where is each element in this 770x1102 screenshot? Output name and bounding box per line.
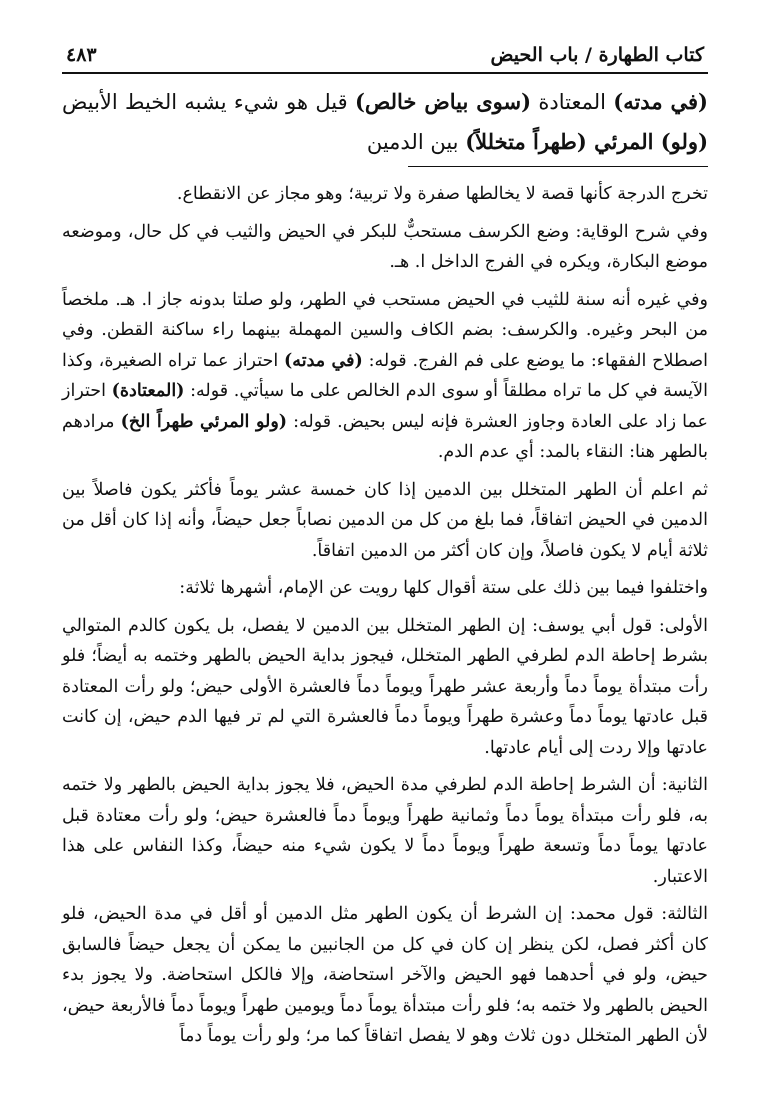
matn-bold: (في مدته)	[613, 89, 708, 114]
paragraph: الأولى: قول أبي يوسف: إن الطهر المتخلل بين الدمين لا يفصل، بل يكون كالدم المتوالي بشرط إحاطة الدم لطرفي الطهر المتخلل، فيجوز بداية الحيض بالطهر وختمه به أيضاً؛ فلو رأت مبتدأة يوماً دماً وأربعة عشر طهراً ويوماً دماً فالعشرة الأولى حيض؛ ولو رأت المعتادة قبل عادتها يوماً دماً وعشرة طهراً ويوماً دماً فالعشرة التي لم تر فيها الدم حيض، إن كانت عادتها وإلا ردت إلى أيام عادتها.	[62, 615, 708, 758]
matn-bold: (سوى بياض خالص)	[354, 89, 532, 114]
matn-text	[62, 82, 708, 166]
paragraph: ثم اعلم أن الطهر المتخلل بين الدمين إذا كان خمسة عشر يوماً فأكثر يكون فاصلاً بين الدمين في الحيض اتفاقاً، فما بلغ من كل من الدمين نصاباً جعل حيضاً، وأنه إذا كان أقل من ثلاثة أيام لا يكون فاصلاً، وإن كان أكثر من الدمين اتفاقاً.	[62, 479, 708, 561]
chapter-title: كتاب الطهارة / باب الحيض	[490, 44, 704, 66]
separator-rule	[408, 166, 708, 167]
matn-bold: (ولو) المرئي (طهراً متخللاً)	[465, 129, 708, 154]
quoted-term: (المعتادة)	[111, 381, 185, 401]
paragraph: وفي شرح الوقاية: وضع الكرسف مستحبٌّ للبكر في الحيض والثيب في كل حال، وموضعه موضع البكارة، ويكره في الفرج الداخل ا. هـ.	[62, 221, 708, 272]
page-number: ٤٨٣	[66, 44, 97, 66]
matn-plain: بين الدمين	[366, 130, 466, 154]
commentary-text	[62, 179, 708, 1052]
quoted-term: (ولو المرئي طهراً الخ)	[120, 411, 288, 432]
paragraph	[62, 285, 708, 468]
text-run: احتراز عما تراه الصغيرة، وكذا الآيسة في كل ما تراه مطلقاً أو سوى الدم الخالص على ما سيأتي. قوله:	[62, 350, 708, 401]
text-run: وفي غيره أنه سنة للثيب في الحيض مستحب في الطهر، ولو صلتا بدونه جاز ا. هـ. ملخصاً من البحر وغيره. والكرسف: بضم الكاف والسين المهملة بينهما راء ساكنة القطن. وفي اصطلاح الفقهاء: ما يوضع على فم الفرج. قوله:	[62, 289, 708, 371]
paragraph: الثانية: أن الشرط إحاطة الدم لطرفي مدة الحيض، فلا يجوز بداية الحيض بالطهر ولا ختمه به، فلو رأت مبتدأة يوماً دماً وثمانية طهراً ويوماً دماً فالعشرة حيض؛ ولو رأت معتادة قبل عادتها يوماً دماً وتسعة طهراً ويوماً دماً لا يكون شيء منه حيضاً، وكذا النفاس على هذا الاعتبار.	[62, 775, 708, 887]
text-run: مرادهم بالطهر هنا: النقاء بالمد: أي عدم الدم.	[62, 411, 708, 462]
matn-plain: قيل هو شيء يشبه الخيط الأبيض	[62, 90, 355, 114]
quoted-term: (في مدته)	[284, 350, 363, 371]
matn-plain: المعتادة	[531, 90, 614, 114]
text-run: احتراز عما زاد على العادة وجاوز العشرة فإنه ليس بحيض. قوله:	[62, 381, 709, 432]
paragraph: تخرج الدرجة كأنها قصة لا يخالطها صفرة ولا تربية؛ وهو مجاز عن الانقطاع.	[176, 184, 708, 204]
paragraph: الثالثة: قول محمد: إن الشرط أن يكون الطهر مثل الدمين أو أقل في مدة الحيض، فلو كان أكثر فصل، لكن ينظر إن كان في كل من الجانبين ما يمكن أن يجعل حيضاً فالسابق حيض، ولو في أحدهما فهو الحيض والآخر استحاضة، وإلا فالكل استحاضة. ولا يجوز بدء الحيض بالطهر ولا ختمه به؛ فلو رأت مبتدأة يوماً دماً ويومين طهراً ويوماً دماً فالأربعة حيض، لأن الطهر المتخلل دون ثلاث وهو لا يفصل اتفاقاً كما مر؛ ولو رأت يوماً دماً	[62, 904, 708, 1046]
page-header	[62, 42, 708, 74]
paragraph: واختلفوا فيما بين ذلك على ستة أقوال كلها رويت عن الإمام، أشهرها ثلاثة:	[179, 578, 708, 598]
